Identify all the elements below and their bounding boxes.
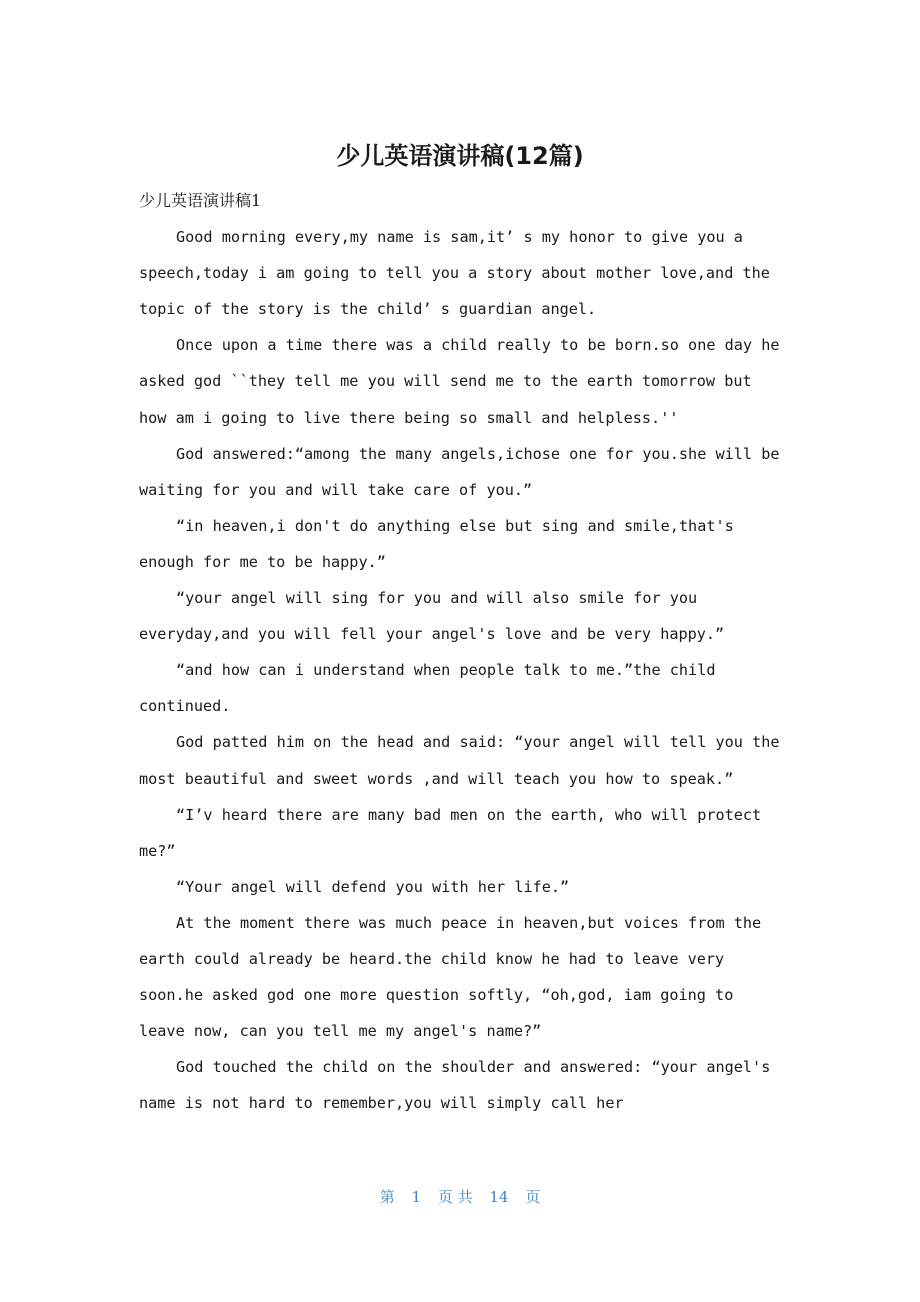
paragraph: At the moment there was much peace in heaven,but voices from the earth could already be heard.the child know he had to leave very soon.he asked god one more question softly, “oh,god, iam going to leave now, can you tell me my angel's name?”: [139, 913, 762, 1041]
paragraph: God answered:“among the many angels,ichose one for you.she will be waiting for you and will take care of you.”: [139, 444, 780, 499]
page-title: 少儿英语演讲稿(12篇): [336, 142, 584, 170]
paragraph: Good morning every,my name is sam,it’ s my honor to give you a speech,today i am going to tell you a story about mother love,and the topic of the story is the child’ s guardian angel.: [139, 228, 770, 319]
page-footer: [0, 1186, 920, 1207]
paragraph: God patted him on the head and said: “your angel will tell you the most beautiful and sweet words ,and will teach you how to speak.”: [139, 733, 780, 788]
paragraph: “in heaven,i don't do anything else but sing and smile,that's enough for me to be happy.”: [139, 516, 734, 571]
paragraph: “your angel will sing for you and will also smile for you everyday,and you will fell your angel's love and be very happy.”: [139, 589, 725, 644]
document-body: [139, 183, 784, 1121]
paragraph: “Your angel will defend you with her life.”: [176, 877, 570, 896]
footer-total-pages: 14: [489, 1188, 509, 1206]
paragraph: God touched the child on the shoulder and answered: “your angel's name is not hard to remember,you will simply call her: [139, 1058, 771, 1113]
paragraph: Once upon a time there was a child really to be born.so one day he asked god ``they tell me you will send me to the earth tomorrow but how am i going to live there being so small and helpless.'': [139, 336, 780, 427]
footer-ye: 页: [525, 1188, 541, 1206]
footer-page-number: 1: [411, 1188, 422, 1206]
section-heading: 少儿英语演讲稿1: [139, 191, 262, 210]
paragraph: “and how can i understand when people talk to me.”the child continued.: [139, 661, 716, 716]
footer-ye-gong: 页 共: [437, 1188, 473, 1206]
paragraph: “I’v heard there are many bad men on the earth, who will protect me?”: [139, 805, 762, 860]
footer-di: 第: [379, 1188, 395, 1206]
